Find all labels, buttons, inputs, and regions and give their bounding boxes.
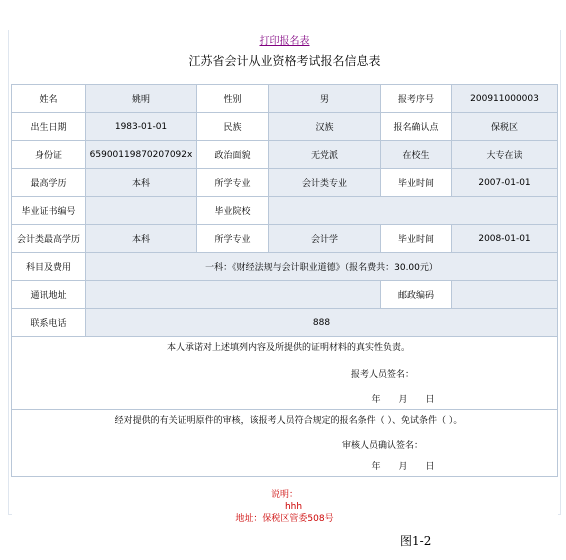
review-date [14,451,555,476]
form-title: 江苏省会计从业资格考试报名信息表 [188,54,381,68]
gender-value: 男 [269,85,381,113]
serial-label: 报考序号 [381,85,452,113]
diploma-number-label: 毕业证书编号 [12,197,86,225]
table-row [12,197,558,225]
declaration-text: 本人承诺对上述填列内容及所提供的证明材料的真实性负责。 [166,343,410,353]
table-row [12,281,558,309]
applicant-signature-label: 报考人员签名： [350,370,414,380]
accounting-graduation-label: 毕业时间 [381,225,452,253]
accounting-major-value: 会计学 [269,225,381,253]
birth-date-label: 出生日期 [12,113,86,141]
school-label: 毕业院校 [197,197,269,225]
table-row [12,253,558,281]
diploma-number-value [86,197,197,225]
registration-form-frame [8,30,561,524]
reviewer-signature-label: 审核人员确认签名： [341,441,423,451]
serial-value: 200911000003 [452,85,558,113]
review-text: 经对提供的有关证明原件的审核，该报考人员符合规定的报名条件（ ）、免试条件（ ）。 [114,416,463,426]
applicant-declaration [12,337,558,410]
student-status-value: 在校生 [381,141,452,169]
major-value: 会计类专业 [269,169,381,197]
day-label: 日 [425,395,435,405]
year-label: 年 [371,462,381,472]
confirm-point-value: 保税区 [452,113,558,141]
table-row [12,225,558,253]
print-form-link[interactable]: 打印报名表 [259,36,310,47]
phone-value: 888 [86,309,558,337]
table-row [12,85,558,113]
gender-label: 性别 [197,85,269,113]
remark-title: 说明： [270,490,298,500]
accounting-major-label: 所学专业 [197,225,269,253]
remark-block [14,477,556,535]
postcode-value [452,281,558,309]
table-row [12,337,558,410]
name-value: 姚明 [86,85,197,113]
table-row [12,477,558,536]
review-section [12,410,558,477]
id-card-label: 身份证 [12,141,86,169]
highest-education-label: 最高学历 [12,169,86,197]
subject-fee-value: 一科：《财经法规与会计职业道德》（报名费共：30.00元） [86,253,558,281]
table-row [12,410,558,477]
table-row [12,169,558,197]
table-row [12,309,558,337]
education-status-value: 大专在读 [452,141,558,169]
id-card-value: 65900119870207092x [86,141,197,169]
major-label: 所学专业 [197,169,269,197]
name-label: 姓名 [12,85,86,113]
subject-fee-label: 科目及费用 [12,253,86,281]
accounting-education-label: 会计类最高学历 [12,225,86,253]
address-label: 通讯地址 [12,281,86,309]
phone-label: 联系电话 [12,309,86,337]
graduation-time-label: 毕业时间 [381,169,452,197]
accounting-graduation-value: 2008-01-01 [452,225,558,253]
registration-info-table [11,84,558,535]
postcode-label: 邮政编码 [381,281,452,309]
year-label: 年 [371,395,381,405]
graduation-time-value: 2007-01-01 [452,169,558,197]
declaration-date [14,380,555,409]
month-label: 月 [398,395,408,405]
remark-address: 地址：保税区管委508号 [235,514,334,524]
political-status-label: 政治面貌 [197,141,269,169]
ethnicity-value: 汉族 [269,113,381,141]
address-value [86,281,381,309]
remark-content: hhh [284,502,303,512]
confirm-point-label: 报名确认点 [381,113,452,141]
ethnicity-label: 民族 [197,113,269,141]
day-label: 日 [425,462,435,472]
school-value [269,197,558,225]
highest-education-value: 本科 [86,169,197,197]
remark-section [12,477,558,536]
table-row [12,141,558,169]
figure-caption: 图1-2 [400,534,432,548]
table-row [12,113,558,141]
birth-date-value: 1983-01-01 [86,113,197,141]
political-status-value: 无党派 [269,141,381,169]
month-label: 月 [398,462,408,472]
accounting-education-value: 本科 [86,225,197,253]
